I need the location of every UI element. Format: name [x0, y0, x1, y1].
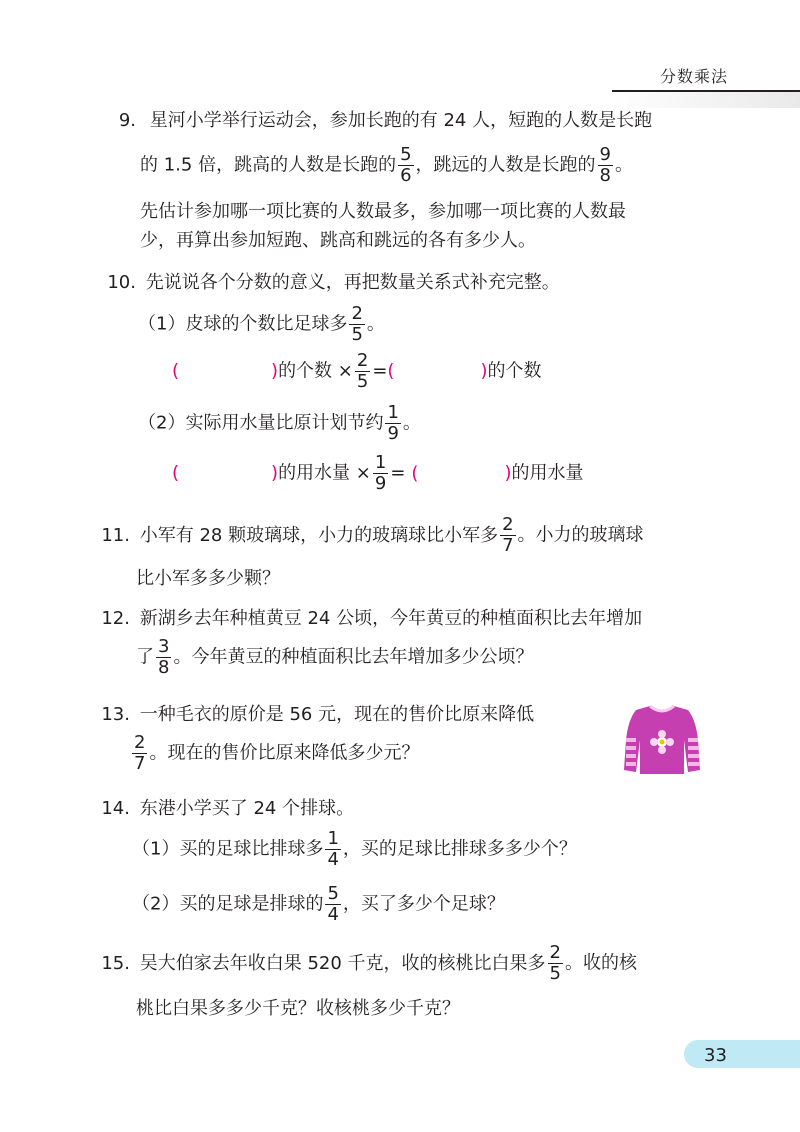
sweater-illustration: [622, 700, 702, 780]
q14-part-1: （1）买的足球比排球多 $\frac{1}{4}$ ，买的足球比排球多多少个？: [132, 828, 577, 870]
header-shade: [612, 92, 800, 108]
q10-part-1: （1）皮球的个数比足球多 $\frac{2}{5}$ 。: [138, 303, 385, 345]
q14-number: 14.: [101, 798, 130, 819]
fraction: $\frac{2}{5}$: [356, 350, 369, 392]
q13-number: 13.: [101, 704, 130, 725]
fraction: $\frac{5}{6}$: [400, 144, 412, 186]
q12-number: 12.: [101, 608, 130, 629]
fraction: $\frac{1}{9}$: [374, 452, 387, 494]
q13-line-2: $\frac{2}{7}$ 。现在的售价比原来降低多少元？: [134, 732, 420, 774]
q11-number: 11.: [101, 524, 130, 546]
q15-number: 15.: [101, 952, 130, 974]
q12-line-1: 12. 新湖乡去年种植黄豆 24 公顷，今年黄豆的种植面积比去年增加: [101, 608, 643, 629]
q10-equation-2: ( )的用水量 × $\frac{1}{9}$ = ( )的用水量: [172, 452, 584, 494]
section-title: 分数乘法: [659, 67, 728, 86]
q9-line-4: 少，再算出参加短跑、跳高和跳远的各有多少人。: [140, 230, 536, 251]
q10-line-1: 10. 先说说各个分数的意义，再把数量关系式补充完整。: [100, 274, 560, 292]
fraction: $\frac{1}{4}$: [327, 828, 339, 870]
fraction: $\frac{5}{4}$: [327, 883, 339, 925]
q15-line-2: 桃比白果多多少千克？收核桃多少千克？: [136, 998, 460, 1019]
page-number: 33: [704, 1045, 727, 1066]
q10-number: 10.: [107, 272, 136, 293]
q10-part-2: （2）实际用水量比原计划节约 $\frac{1}{9}$ 。: [138, 402, 421, 444]
fraction: $\frac{3}{8}$: [158, 636, 170, 678]
fraction: $\frac{2}{7}$: [502, 514, 514, 556]
q14-part-2: （2）买的足球是排球的 $\frac{5}{4}$ ，买了多少个足球？: [132, 883, 505, 925]
q11-line-1: 11. 小军有 28 颗玻璃球，小力的玻璃球比小军多 $\frac{2}{7}$ 。小力的玻璃球: [101, 514, 644, 556]
q14-line-1: 14. 东港小学买了 24 个排球。: [101, 798, 355, 819]
q15-line-1: 15. 吴大伯家去年收白果 520 千克，收的核桃比白果多 $\frac{2}{5}$ 。收的核: [101, 942, 637, 984]
fraction: $\frac{2}{5}$: [351, 303, 363, 345]
q9-line-3: 先估计参加哪一项比赛的人数最多，参加哪一项比赛的人数最: [140, 201, 626, 222]
q12-line-2: 了 $\frac{3}{8}$ 。今年黄豆的种植面积比去年增加多少公顷？: [136, 636, 534, 678]
q9-number: 9.: [118, 110, 136, 131]
fraction: $\frac{1}{9}$: [387, 402, 399, 444]
q9-line-2: 的 1.5 倍，跳高的人数是长跑的 $\frac{5}{6}$ ，跳远的人数是长跑的 $\frac{9}{8}$ 。: [140, 144, 633, 186]
fraction: $\frac{9}{8}$: [599, 144, 611, 186]
q9-line-1: 9. 星河小学举行运动会，参加长跑的有 24 人，短跑的人数是长跑: [112, 112, 652, 130]
fraction: $\frac{2}{5}$: [549, 942, 561, 984]
fraction: $\frac{2}{7}$: [134, 732, 146, 774]
q13-line-1: 13. 一种毛衣的原价是 56 元，现在的售价比原来降低: [101, 704, 535, 725]
page-number-tab: [684, 1040, 800, 1068]
q11-line-2: 比小军多多少颗？: [136, 568, 280, 589]
q10-equation-1: ( )的个数 × $\frac{2}{5}$ =( )的个数: [172, 350, 542, 392]
